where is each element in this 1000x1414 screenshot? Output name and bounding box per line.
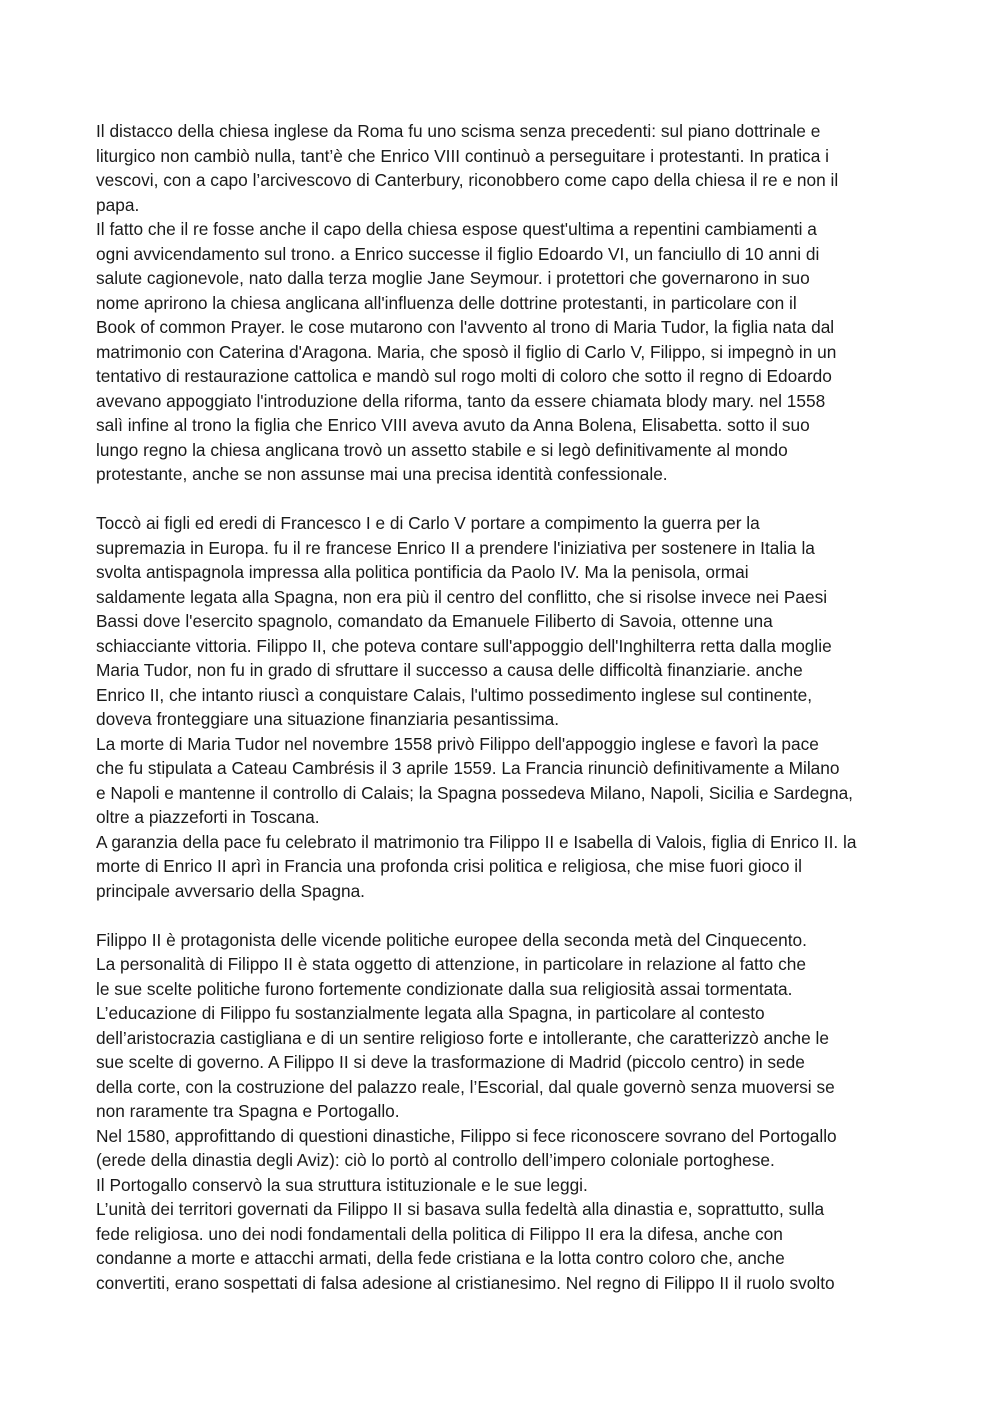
text-line: matrimonio con Caterina d'Aragona. Maria, che sposò il figlio di Carlo V, Filippo, si impegnò in un [96,341,837,362]
text-line: sue scelte di governo. A Filippo II si deve la trasformazione di Madrid (piccolo centro) in sede [96,1052,805,1072]
text-line: e Napoli e mantenne il controllo di Calais; la Spagna possedeva Milano, Napoli, Sicilia e Sardegna, [96,782,853,803]
text-line: La morte di Maria Tudor nel novembre 1558 privò Filippo dell'appoggio inglese e favorì la pace [96,733,819,754]
paragraph [96,511,926,903]
text-line: Enrico II, che intanto riuscì a conquistare Calais, l'ultimo possedimento inglese sul continente, [96,684,813,705]
text-line: Filippo II è protagonista delle vicende politiche europee della seconda metà del Cinquecento. [96,929,807,950]
text-line: condanne a morte e attacchi armati, della fede cristiana e la lotta contro coloro che, anche [96,1248,785,1268]
text-line: protestante, anche se non assunse mai una precisa identità confessionale. [96,464,668,484]
text-line: morte di Enrico II aprì in Francia una profonda crisi politica e religiosa, che mise fuori gioco il [96,856,802,876]
text-line: Il Portogallo conservò la sua struttura istituzionale e le sue leggi. [96,1174,588,1195]
text-line: Maria Tudor, non fu in grado di sfruttare il successo a causa delle difficoltà finanziarie. anche [96,660,803,680]
text-line: avevano appoggiato l'introduzione della riforma, tanto da essere chiamata blody mary. nel 1558 [96,390,826,411]
text-line: L’unità dei territori governati da Filippo II si basava sulla fedeltà alla dinastia e, soprattutto, sulla [96,1199,825,1219]
text-line: Il fatto che il re fosse anche il capo della chiesa espose quest'ultima a repentini cambiamenti a [96,219,817,239]
text-line: Book of common Prayer. le cose mutarono con l'avvento al trono di Maria Tudor, la figlia nata dal [96,317,835,337]
text-line: salì infine al trono la figlia che Enrico VIII aveva avuto da Anna Bolena, Elisabetta. sotto il suo [96,415,810,435]
text-line: papa. [96,194,140,215]
text-line: (erede della dinastia degli Aviz): ciò lo portò al controllo dell’impero coloniale portoghese. [96,1150,775,1170]
document-body [96,119,926,1295]
text-line: La personalità di Filippo II è stata oggetto di attenzione, in particolare in relazione al fatto che [96,954,806,974]
paragraph [96,928,926,1296]
text-line: convertiti, erano sospettati di falsa adesione al cristianesimo. Nel regno di Filippo II il ruolo svolto [96,1272,835,1293]
text-line: che fu stipulata a Cateau Cambrésis il 3 aprile 1559. La Francia rinunciò definitivamente a Milano [96,758,840,778]
text-line: saldamente legata alla Spagna, non era più il centro del conflitto, che si risolse invece nei Paesi [96,586,828,607]
text-line: vescovi, con a capo l’arcivescovo di Canterbury, riconobbero come capo della chiesa il re e non il [96,170,839,190]
text-line: oltre a piazzeforti in Toscana. [96,807,320,827]
text-line: Bassi dove l'esercito spagnolo, comandato da Emanuele Filiberto di Savoia, ottenne una [96,611,773,631]
text-line: non raramente tra Spagna e Portogallo. [96,1101,400,1121]
text-line: schiacciante vittoria. Filippo II, che poteva contare sull'appoggio dell'Inghilterra retta dalla moglie [96,635,832,656]
text-line: L’educazione di Filippo fu sostanzialmente legata alla Spagna, in particolare al contesto [96,1003,765,1023]
text-line: salute cagionevole, nato dalla terza moglie Jane Seymour. i protettori che governarono in suo [96,268,810,288]
text-line: ogni avvicendamento sul trono. a Enrico successe il figlio Edoardo VI, un fanciullo di 10 anni di [96,243,820,264]
paragraph-gap [96,903,926,928]
text-line: nome aprirono la chiesa anglicana all'influenza delle dottrine protestanti, in particolare con il [96,292,797,313]
text-line: A garanzia della pace fu celebrato il matrimonio tra Filippo II e Isabella di Valois, figlia di Enrico II. la [96,831,857,852]
paragraph-gap [96,487,926,512]
text-line: della corte, con la costruzione del palazzo reale, l’Escorial, dal quale governò senza muoversi se [96,1076,835,1097]
text-line: fede religiosa. uno dei nodi fondamentali della politica di Filippo II era la difesa, anche con [96,1223,783,1244]
text-line: Nel 1580, approfittando di questioni dinastiche, Filippo si fece riconoscere sovrano del Portogallo [96,1125,837,1146]
text-line: svolta antispagnola impressa alla politica pontificia da Paolo IV. Ma la penisola, ormai [96,562,749,582]
text-line: dell’aristocrazia castigliana e di un sentire religioso forte e intollerante, che caratterizzò anche le [96,1027,829,1048]
text-line: Il distacco della chiesa inglese da Roma fu uno scisma senza precedenti: sul piano dottrinale e [96,121,821,141]
text-line: supremazia in Europa. fu il re francese Enrico II a prendere l'iniziativa per sostenere in Italia la [96,537,815,558]
text-line: tentativo di restaurazione cattolica e mandò sul rogo molti di coloro che sotto il regno di Edoardo [96,366,832,386]
text-line: le sue scelte politiche furono fortemente condizionate dalla sua religiosità assai tormentata. [96,978,793,999]
text-line: principale avversario della Spagna. [96,880,365,901]
text-line: liturgico non cambiò nulla, tant’è che Enrico VIII continuò a perseguitare i protestanti. In pratica i [96,145,829,166]
text-line: Toccò ai figli ed eredi di Francesco I e di Carlo V portare a compimento la guerra per la [96,513,760,533]
paragraph [96,119,926,487]
text-line: doveva fronteggiare una situazione finanziaria pesantissima. [96,709,560,729]
text-line: lungo regno la chiesa anglicana trovò un assetto stabile e si legò definitivamente al mondo [96,439,788,460]
